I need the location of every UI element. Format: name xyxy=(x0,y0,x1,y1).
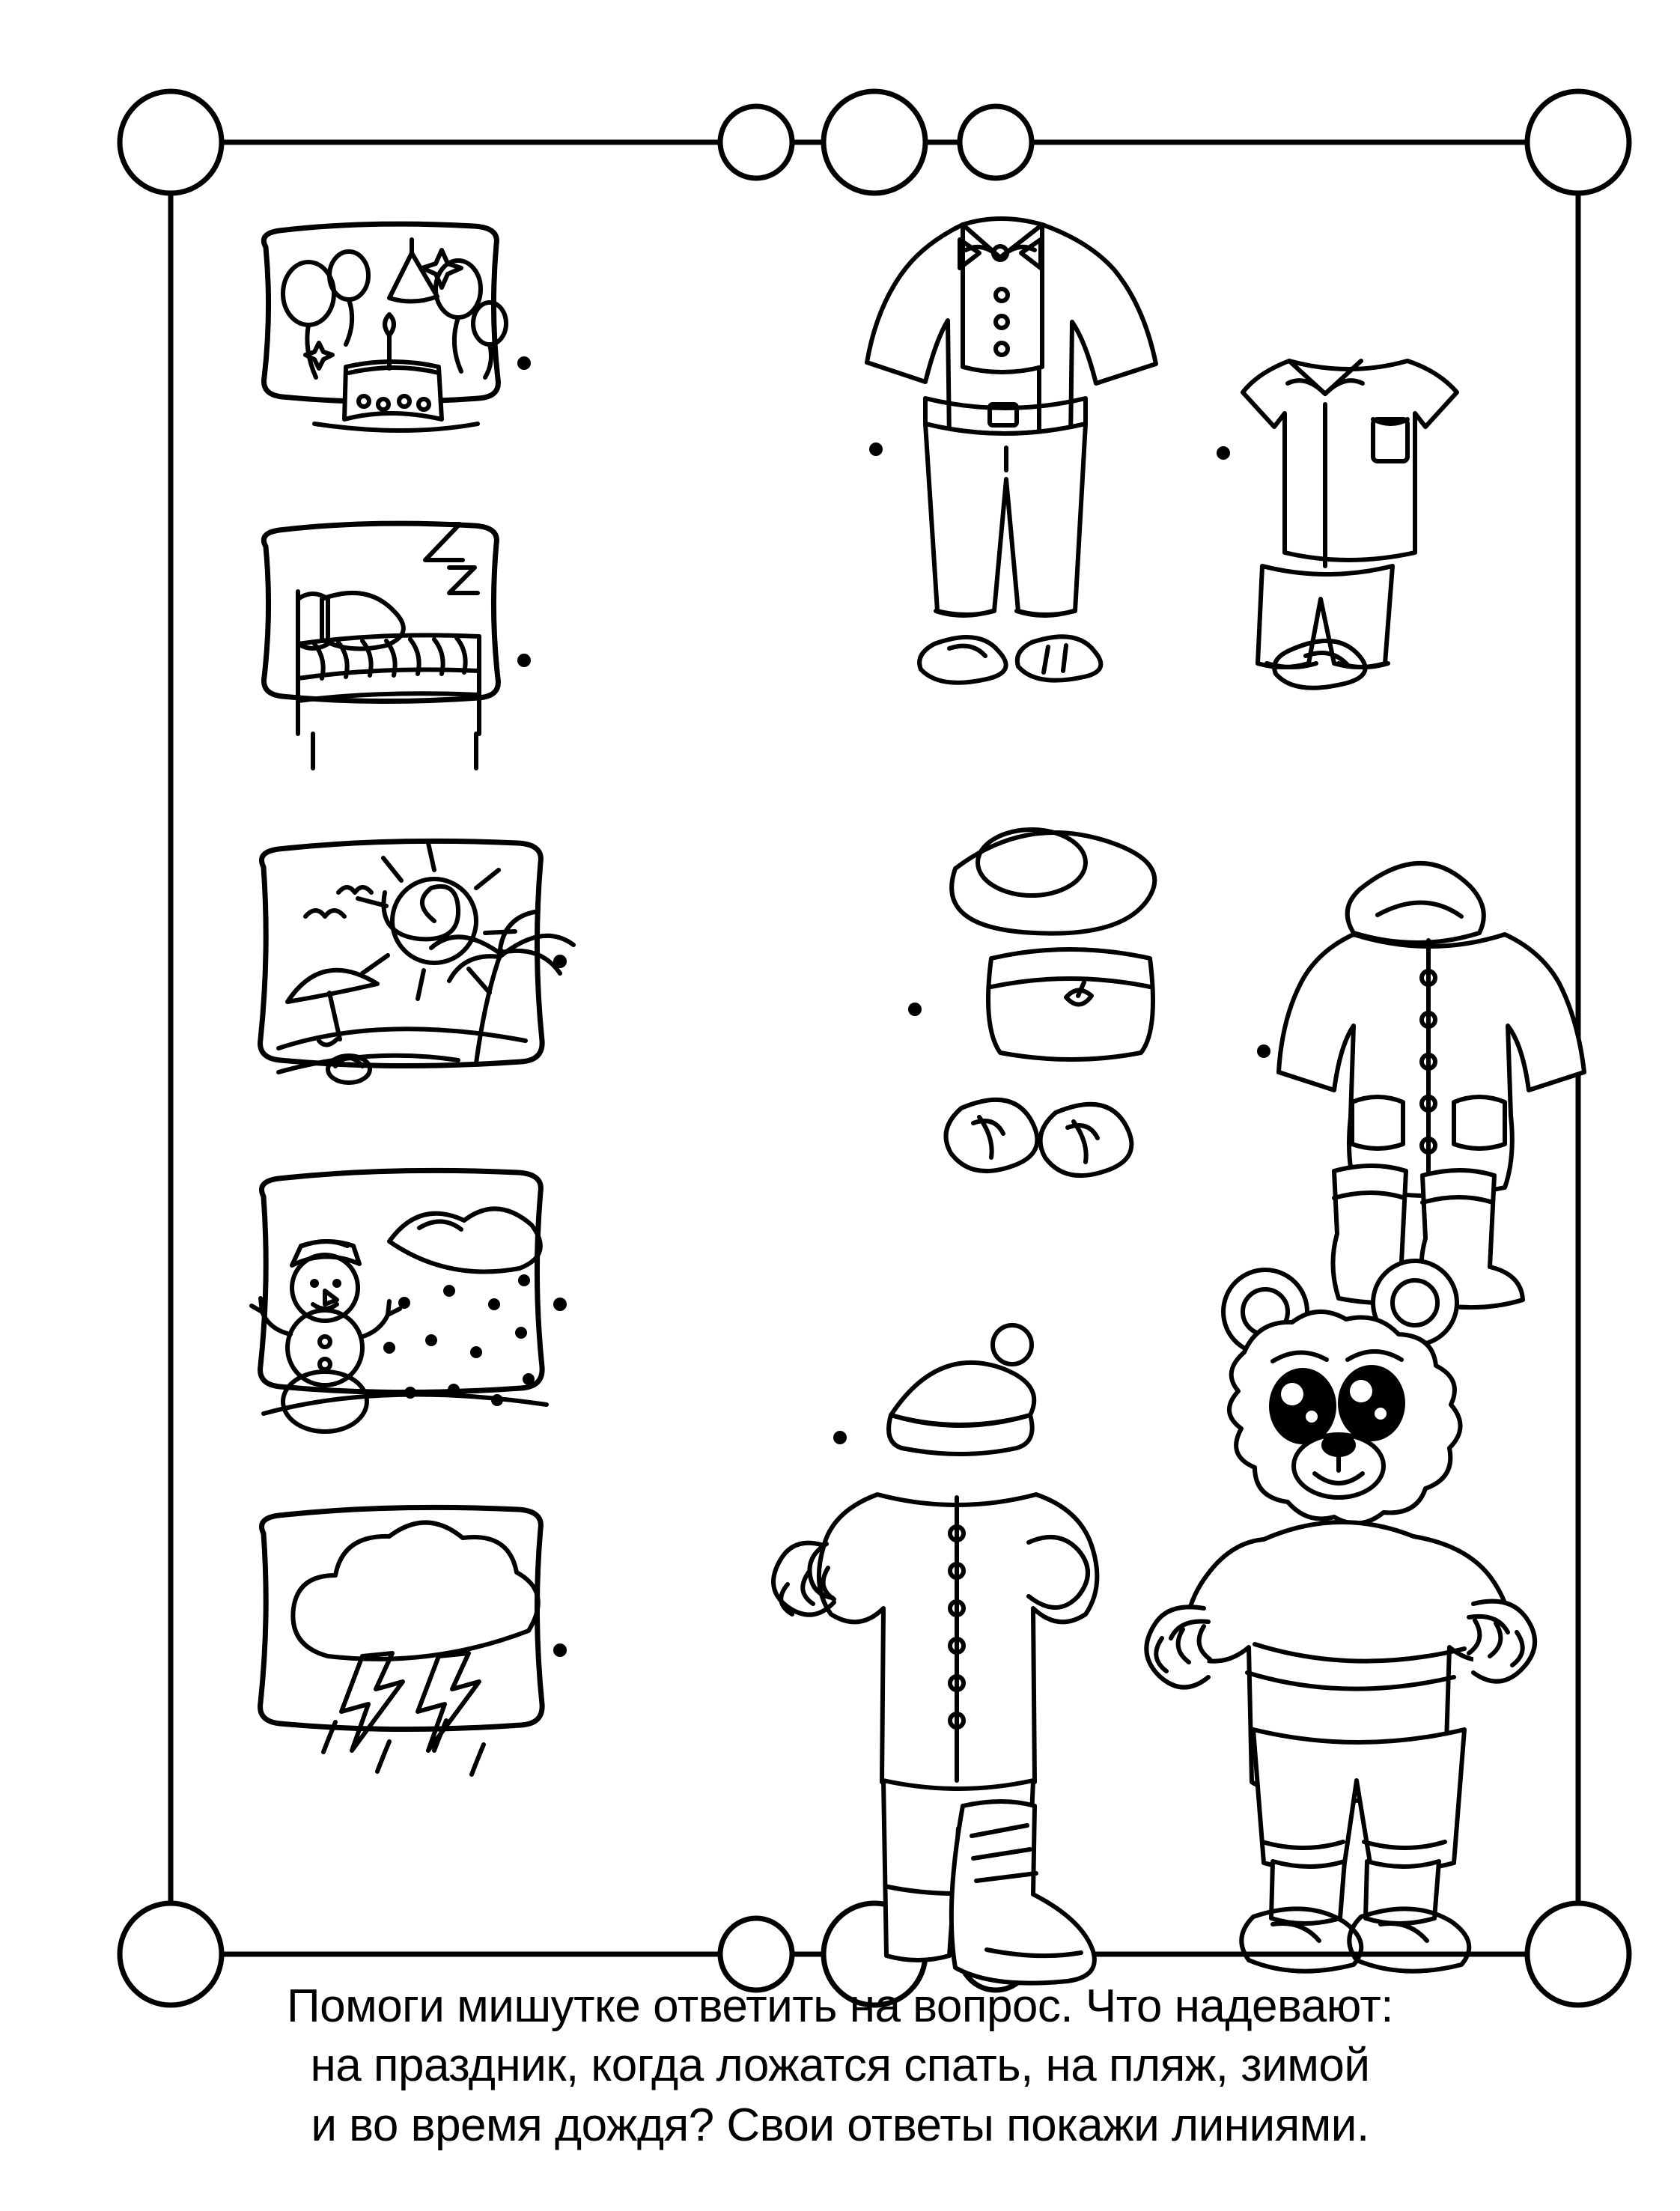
dot-left-rain[interactable] xyxy=(553,1643,567,1657)
dot-left-beach[interactable] xyxy=(553,955,567,968)
dot-right-raincoat[interactable] xyxy=(1257,1044,1270,1058)
dot-right-suit[interactable] xyxy=(869,442,883,456)
dot-right-winter[interactable] xyxy=(833,1431,847,1444)
dot-right-pajamas[interactable] xyxy=(1217,446,1230,460)
dot-right-beach[interactable] xyxy=(908,1003,922,1016)
dot-left-party[interactable] xyxy=(517,356,531,370)
binder-ring-icon xyxy=(1527,91,1629,193)
instructions-line-2: на праздник, когда ложатся спать, на пляж, зимой xyxy=(310,2040,1370,2092)
dot-left-sleep[interactable] xyxy=(517,654,531,667)
instructions-caption xyxy=(0,1977,1680,2155)
binder-ring-icon xyxy=(824,91,925,193)
binder-ring-icon xyxy=(120,91,222,193)
card-beach[interactable] xyxy=(261,841,573,1083)
instructions-line-1: Помоги мишутке ответить на вопрос. Что надевают: xyxy=(287,1980,1393,2032)
card-party[interactable] xyxy=(264,224,506,431)
dot-left-winter[interactable] xyxy=(553,1298,567,1311)
binder-ring-icon xyxy=(720,106,792,178)
binder-ring-icon xyxy=(960,106,1032,178)
instructions-line-3: и во время дождя? Свои ответы покажи линиями. xyxy=(311,2099,1369,2151)
